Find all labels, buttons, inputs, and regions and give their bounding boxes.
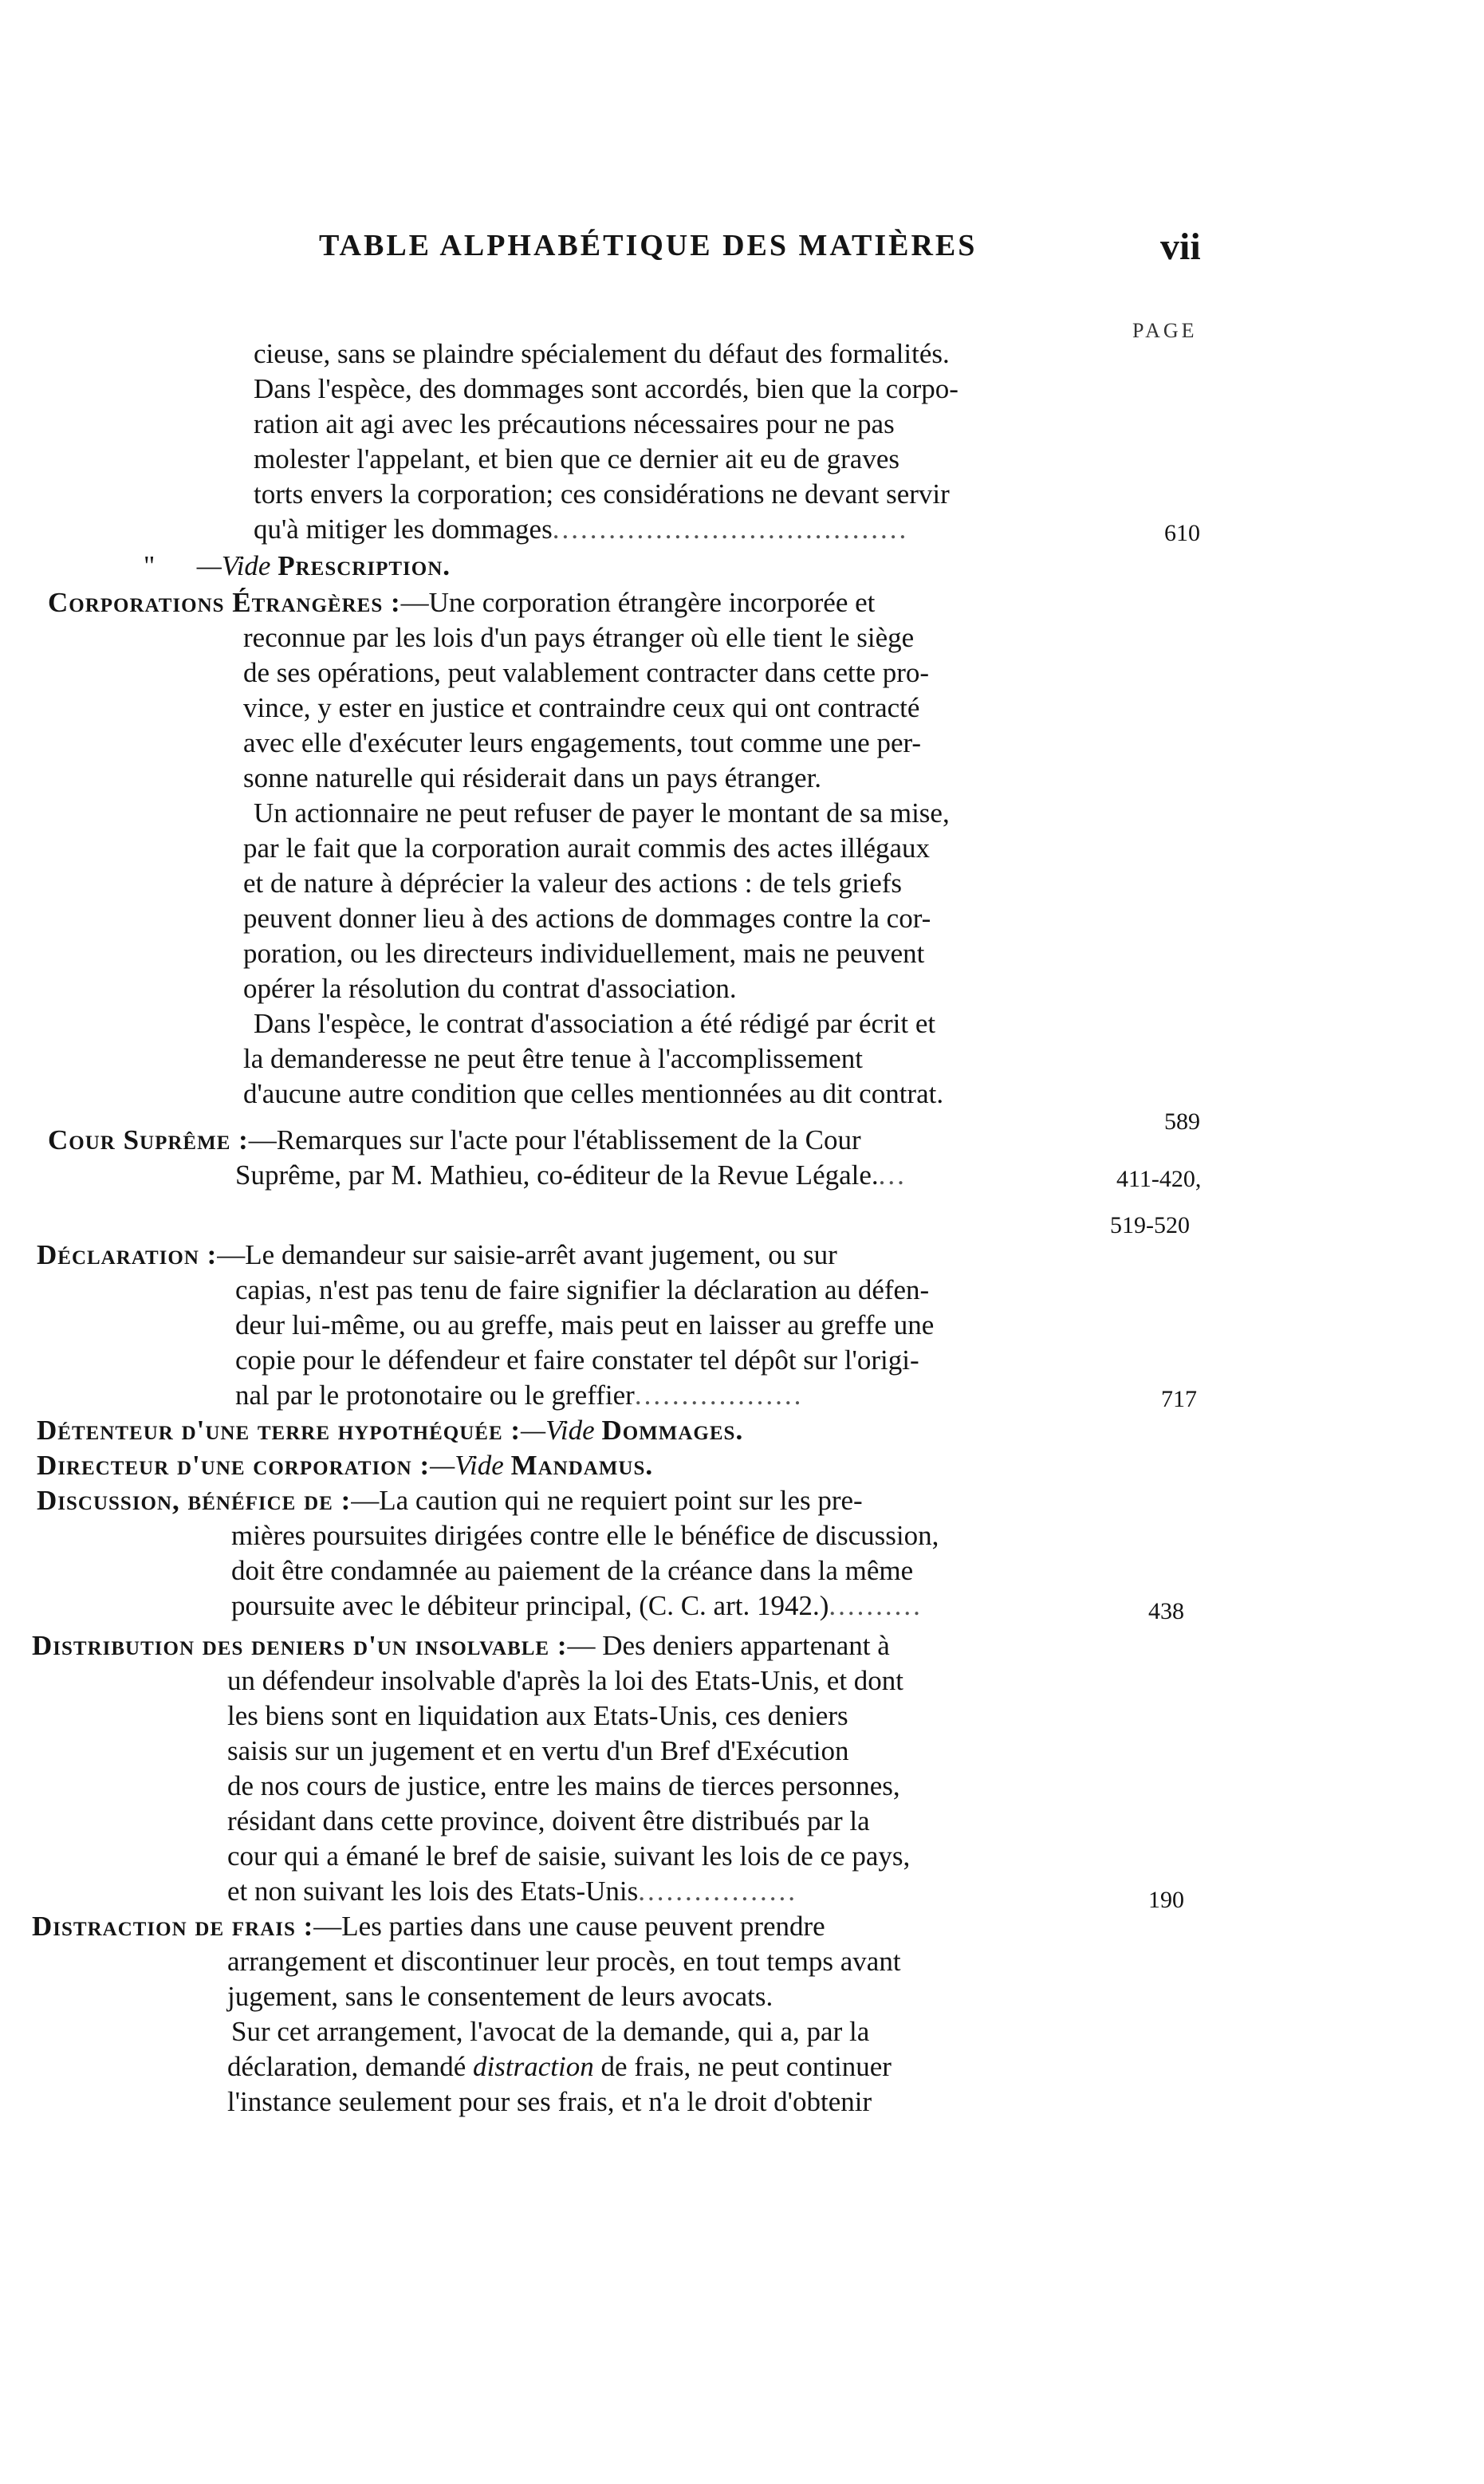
entry-line: de nos cours de justice, entre les mains de tierces personnes, — [227, 1770, 900, 1801]
page-title: TABLE ALPHABÉTIQUE DES MATIÈRES — [319, 229, 978, 262]
entry-line — [48, 585, 875, 620]
entry-line: ration ait agi avec les précautions nécessaires pour ne pas — [254, 408, 895, 439]
entry-line: sonne naturelle qui résiderait dans un pays étranger. — [243, 762, 822, 793]
entry-line — [231, 1588, 923, 1624]
vide-label: —Vide — [196, 550, 271, 581]
entry-line: d'aucune autre condition que celles mentionnées au dit contrat. — [243, 1078, 944, 1109]
leader-dots: ................. — [638, 1876, 797, 1907]
entry-heading: Corporations Étrangères : — [48, 587, 401, 618]
entry-heading: Distribution des deniers d'un insolvable : — [32, 1630, 568, 1661]
page-number: vii — [1160, 226, 1201, 268]
entry-heading: Détenteur d'une terre hypothéquée : — [37, 1415, 522, 1446]
entry-line — [235, 1378, 803, 1413]
entry-line-text: —Les parties dans une cause peuvent prendre — [313, 1911, 825, 1942]
entry-line — [32, 1628, 890, 1663]
page-reference: 589 — [1164, 1108, 1200, 1135]
page-reference-continued: 519-520 — [1110, 1212, 1190, 1238]
entry-line-text: —Remarques sur l'acte pour l'établissement de la Cour — [248, 1124, 861, 1155]
cross-reference: Prescription. — [278, 550, 451, 581]
entry-line — [48, 1123, 861, 1158]
entry-heading: Cour Suprême : — [48, 1124, 249, 1155]
entry-line-text: — Des deniers appartenant à — [567, 1630, 890, 1661]
entry-heading: Déclaration : — [37, 1239, 218, 1270]
italic-term: distraction — [473, 2051, 594, 2082]
vide-label: —Vide — [521, 1415, 595, 1446]
entry-line: reconnue par les lois d'un pays étranger où elle tient le siège — [243, 622, 915, 653]
entry-line — [37, 1238, 837, 1273]
entry-line-text: —La caution qui ne requiert point sur les pre- — [351, 1485, 863, 1516]
entry-line: saisis sur un jugement et en vertu d'un Bref d'Exécution — [227, 1735, 849, 1766]
running-header — [0, 228, 1484, 276]
page-reference: 411-420, — [1116, 1166, 1202, 1192]
entry-line: cieuse, sans se plaindre spécialement du défaut des formalités. — [254, 338, 950, 369]
leader-dots: .......... — [829, 1590, 923, 1621]
entry-line — [37, 1448, 653, 1483]
entry-line: molester l'appelant, et bien que ce dernier ait eu de graves — [254, 443, 899, 474]
entry-line: vince, y ester en justice et contraindre ceux qui ont contracté — [243, 692, 920, 723]
entry-heading: Distraction de frais : — [32, 1911, 314, 1942]
vide-label: —Vide — [430, 1450, 504, 1481]
entry-line: capias, n'est pas tenu de faire signifier la déclaration au défen- — [235, 1274, 930, 1305]
cross-reference: Mandamus. — [510, 1450, 654, 1481]
leader-dots: ... — [878, 1159, 907, 1191]
entry-line: opérer la résolution du contrat d'association. — [243, 973, 737, 1004]
entry-line — [144, 549, 451, 584]
entry-line: avec elle d'exécuter leurs engagements, tout comme une per- — [243, 727, 922, 758]
entry-line — [32, 1909, 825, 1944]
entry-line: Dans l'espèce, le contrat d'association a été rédigé par écrit et — [254, 1008, 936, 1039]
entry-line — [235, 1158, 907, 1193]
entry-line: mières poursuites dirigées contre elle le bénéfice de discussion, — [231, 1520, 939, 1551]
entry-line: l'instance seulement pour ses frais, et n'a le droit d'obtenir — [227, 2086, 872, 2117]
entry-line: Sur cet arrangement, l'avocat de la demande, qui a, par la — [231, 2016, 870, 2047]
entry-line-text: poursuite avec le débiteur principal, (C. C. art. 1942.) — [231, 1590, 829, 1621]
cross-reference: Dommages. — [601, 1415, 744, 1446]
entry-line-text: et non suivant les lois des Etats-Unis — [227, 1876, 639, 1907]
entry-line: la demanderesse ne peut être tenue à l'accomplissement — [243, 1043, 863, 1074]
entry-line: de ses opérations, peut valablement contracter dans cette pro- — [243, 657, 930, 688]
ditto-mark: " — [144, 550, 155, 581]
entry-line — [227, 1874, 797, 1909]
entry-line-text: nal par le protonotaire ou le greffier — [235, 1380, 635, 1411]
entry-heading: Directeur d'une corporation : — [37, 1450, 431, 1481]
entry-line: deur lui-même, ou au greffe, mais peut en laisser au greffe une — [235, 1309, 935, 1340]
entry-line: par le fait que la corporation aurait commis des actes illégaux — [243, 833, 931, 864]
page-reference: 717 — [1161, 1386, 1197, 1412]
entry-line: les biens sont en liquidation aux Etats-Unis, ces deniers — [227, 1700, 848, 1731]
entry-heading: Discussion, bénéfice de : — [37, 1485, 352, 1516]
entry-line: résidant dans cette province, doivent être distribués par la — [227, 1805, 870, 1836]
entry-line — [254, 512, 908, 547]
entry-line: jugement, sans le consentement de leurs avocats. — [227, 1981, 773, 2012]
entry-line-text: déclaration, demandé distraction de frais, ne peut continuer — [227, 2051, 892, 2082]
entry-line: copie pour le défendeur et faire constater tel dépôt sur l'origi- — [235, 1344, 919, 1376]
entry-line: doit être condamnée au paiement de la créance dans la même — [231, 1555, 914, 1586]
page-column-label: PAGE — [1132, 319, 1198, 342]
entry-line — [37, 1483, 863, 1518]
page-reference: 190 — [1148, 1887, 1184, 1913]
page-reference: 438 — [1148, 1598, 1184, 1624]
leader-dots: ...................................... — [552, 514, 909, 545]
entry-line: peuvent donner lieu à des actions de dommages contre la cor- — [243, 903, 931, 934]
entry-line: torts envers la corporation; ces considérations ne devant servir — [254, 478, 950, 510]
entry-line-text: qu'à mitiger les dommages — [254, 514, 553, 545]
entry-line — [227, 2049, 892, 2084]
entry-line-text: —Une corporation étrangère incorporée et — [400, 587, 876, 618]
page-reference: 610 — [1164, 520, 1200, 546]
entry-line: Un actionnaire ne peut refuser de payer le montant de sa mise, — [254, 797, 950, 829]
entry-line: cour qui a émané le bref de saisie, suivant les lois de ce pays, — [227, 1840, 911, 1872]
entry-line: poration, ou les directeurs individuellement, mais ne peuvent — [243, 938, 925, 969]
entry-line-text: Suprême, par M. Mathieu, co-éditeur de la Revue Légale. — [235, 1159, 879, 1191]
leader-dots: .................. — [634, 1380, 804, 1411]
entry-line: et de nature à déprécier la valeur des actions : de tels griefs — [243, 868, 903, 899]
entry-line: Dans l'espèce, des dommages sont accordés, bien que la corpo- — [254, 373, 958, 404]
entry-line: arrangement et discontinuer leur procès, en tout temps avant — [227, 1946, 901, 1977]
entry-line: un défendeur insolvable d'après la loi des Etats-Unis, et dont — [227, 1665, 904, 1696]
entry-line — [37, 1413, 743, 1448]
entry-line-text: —Le demandeur sur saisie-arrêt avant jugement, ou sur — [217, 1239, 837, 1270]
